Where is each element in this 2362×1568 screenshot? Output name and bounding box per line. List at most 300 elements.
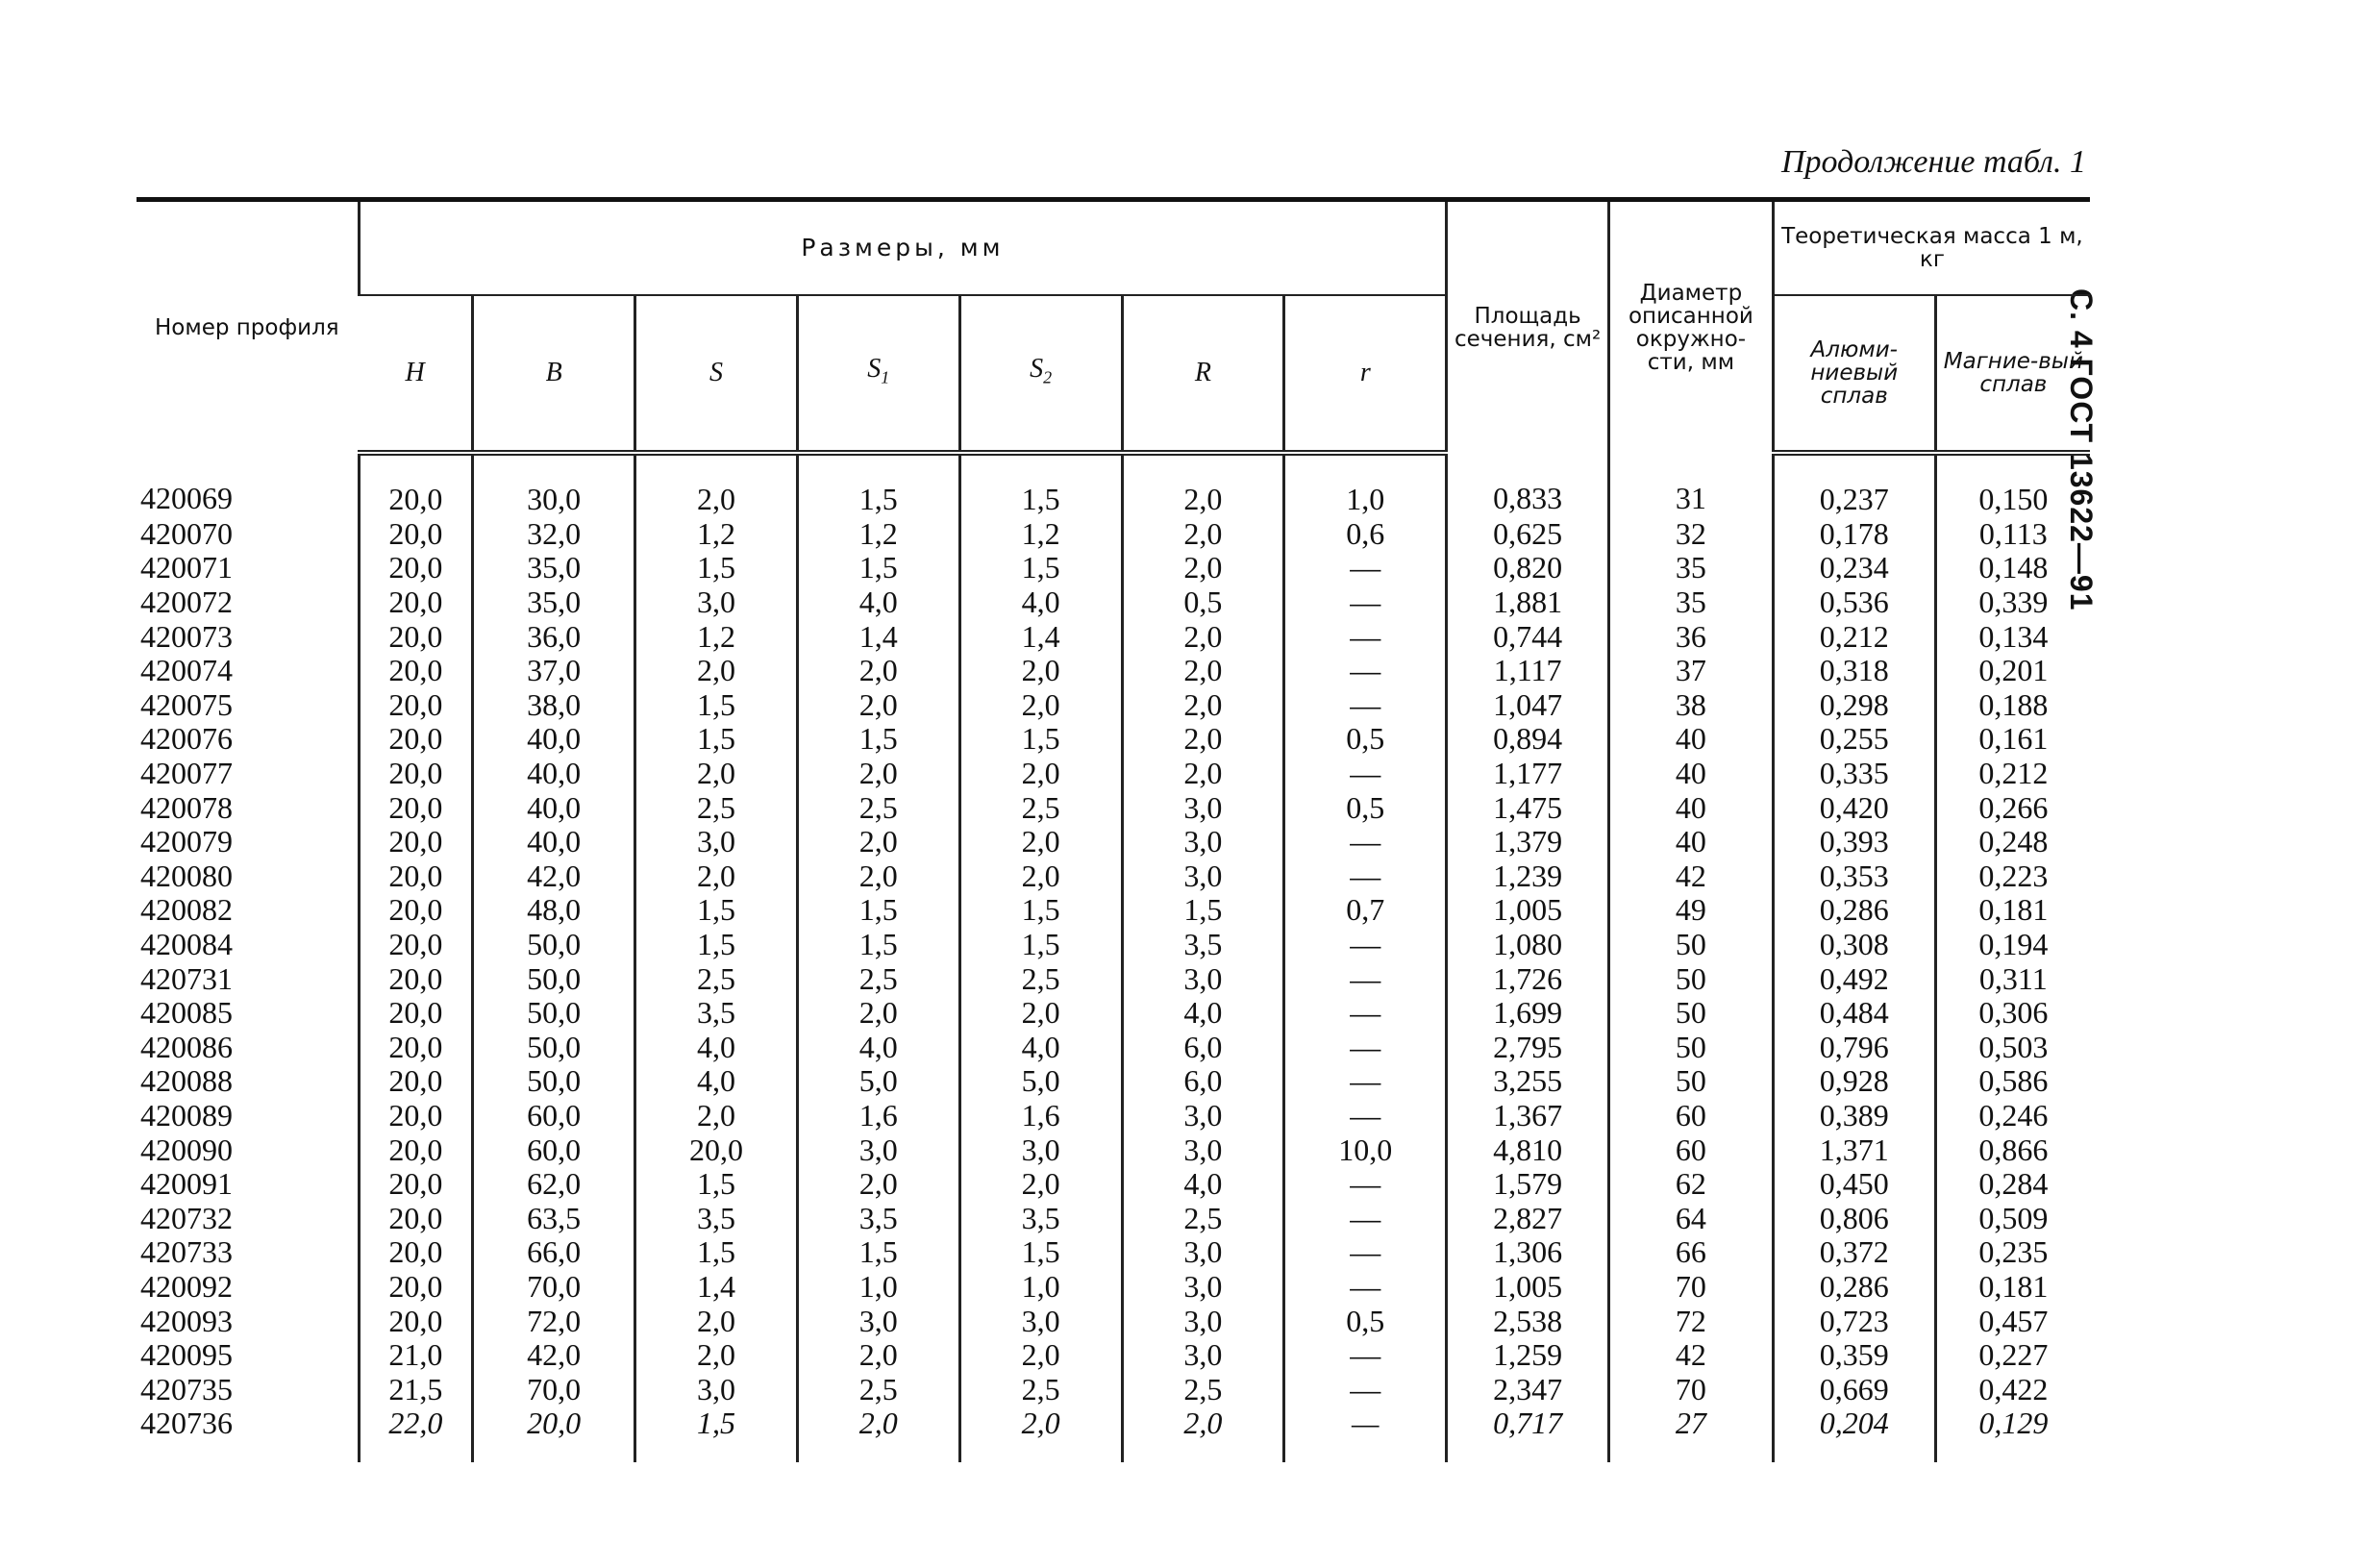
table-row	[137, 1167, 2090, 1202]
cell-small-r: —	[1284, 825, 1447, 859]
cell-profile-number: 420093	[140, 1303, 233, 1338]
cell-diameter: 62	[1609, 1167, 1774, 1202]
cell-s2: 2,0	[959, 757, 1122, 791]
cell-small-r: —	[1284, 996, 1447, 1031]
cell-magnesium-mass: 0,150	[1935, 453, 2090, 517]
cell-diameter: 72	[1609, 1304, 1774, 1338]
cell-h: 21,5	[359, 1372, 473, 1406]
cell-h: 20,0	[359, 688, 473, 723]
cell-aluminium-mass: 0,723	[1773, 1304, 1935, 1338]
cell-s1: 1,5	[797, 928, 959, 962]
cell-aluminium-mass: 0,492	[1773, 961, 1935, 996]
cell-s1: 1,2	[797, 517, 959, 552]
cell-s1: 1,5	[797, 551, 959, 585]
cell-s: 1,4	[635, 1270, 798, 1305]
cell-area: 1,726	[1447, 961, 1609, 996]
cell-diameter: 60	[1609, 1099, 1774, 1133]
cell-area: 1,005	[1447, 1270, 1609, 1305]
cell-s1: 2,5	[797, 1372, 959, 1406]
cell-b: 60,0	[473, 1099, 635, 1133]
cell-profile-number: 420069	[140, 480, 233, 515]
cell-aluminium-mass: 0,353	[1773, 859, 1935, 894]
header-aluminium-alloy: Алюми-ниевый сплав	[1773, 295, 1935, 453]
cell-profile-number: 420731	[140, 960, 233, 996]
table-row	[137, 585, 2090, 620]
cell-s1: 2,0	[797, 996, 959, 1031]
cell-big-r: 2,0	[1122, 619, 1284, 654]
cell-s2: 1,5	[959, 722, 1122, 757]
cell-big-r: 3,0	[1122, 859, 1284, 894]
cell-b: 50,0	[473, 1064, 635, 1099]
cell-profile-number: 420071	[140, 550, 233, 585]
header-s2	[959, 295, 1122, 453]
header-diameter: Диаметр описанной окружно-сти, мм	[1609, 200, 1774, 454]
cell-h: 20,0	[359, 1304, 473, 1338]
cell-big-r: 2,0	[1122, 757, 1284, 791]
cell-h: 20,0	[359, 825, 473, 859]
cell-s: 2,0	[635, 757, 798, 791]
cell-s: 2,5	[635, 961, 798, 996]
cell-aluminium-mass: 0,234	[1773, 551, 1935, 585]
cell-aluminium-mass: 0,237	[1773, 453, 1935, 517]
cell-s1: 1,5	[797, 1235, 959, 1270]
cell-magnesium-mass: 0,181	[1935, 1270, 2090, 1305]
cell-s2: 5,0	[959, 1064, 1122, 1099]
cell-s: 1,5	[635, 1167, 798, 1202]
cell-s: 4,0	[635, 1031, 798, 1065]
cell-area: 0,820	[1447, 551, 1609, 585]
cell-h: 20,0	[359, 1201, 473, 1235]
cell-s2: 2,0	[959, 1406, 1122, 1462]
cell-s1: 2,0	[797, 859, 959, 894]
cell-h: 21,0	[359, 1338, 473, 1373]
cell-s2: 2,0	[959, 688, 1122, 723]
cell-area: 1,047	[1447, 688, 1609, 723]
table-row	[137, 1031, 2090, 1065]
cell-area: 0,717	[1447, 1406, 1609, 1462]
cell-profile-number: 420082	[140, 892, 233, 928]
header-s: S	[635, 295, 798, 453]
cell-profile-number: 420092	[140, 1268, 233, 1304]
cell-aluminium-mass: 0,286	[1773, 893, 1935, 928]
cell-big-r: 3,5	[1122, 928, 1284, 962]
cell-b: 37,0	[473, 654, 635, 688]
cell-profile-number: 420072	[140, 585, 233, 620]
cell-big-r: 2,5	[1122, 1201, 1284, 1235]
cell-area: 1,367	[1447, 1099, 1609, 1133]
cell-s2: 1,5	[959, 453, 1122, 517]
cell-magnesium-mass: 0,201	[1935, 654, 2090, 688]
cell-magnesium-mass: 0,248	[1935, 825, 2090, 859]
cell-magnesium-mass: 0,188	[1935, 688, 2090, 723]
cell-s: 1,5	[635, 1406, 798, 1462]
cell-h: 20,0	[359, 453, 473, 517]
cell-magnesium-mass: 0,194	[1935, 928, 2090, 962]
cell-b: 36,0	[473, 619, 635, 654]
cell-big-r: 2,0	[1122, 551, 1284, 585]
header-s2-symbol: S	[1030, 353, 1044, 384]
cell-big-r: 2,0	[1122, 453, 1284, 517]
cell-magnesium-mass: 0,223	[1935, 859, 2090, 894]
table-row	[137, 1132, 2090, 1167]
cell-area: 1,117	[1447, 654, 1609, 688]
cell-aluminium-mass: 0,255	[1773, 722, 1935, 757]
cell-b: 40,0	[473, 790, 635, 825]
cell-small-r: 0,5	[1284, 790, 1447, 825]
cell-b: 66,0	[473, 1235, 635, 1270]
cell-s: 20,0	[635, 1132, 798, 1167]
cell-area: 2,827	[1447, 1201, 1609, 1235]
cell-big-r: 2,5	[1122, 1372, 1284, 1406]
cell-s1: 4,0	[797, 1031, 959, 1065]
table-row	[137, 619, 2090, 654]
cell-s2: 2,5	[959, 790, 1122, 825]
cell-profile-number: 420085	[140, 995, 233, 1031]
cell-big-r: 2,0	[1122, 654, 1284, 688]
header-magnesium-alloy: Магние-вый сплав	[1935, 295, 2090, 453]
cell-profile-number: 420095	[140, 1337, 233, 1373]
cell-s2: 3,0	[959, 1304, 1122, 1338]
table-row	[137, 757, 2090, 791]
header-s1-symbol: S	[867, 353, 882, 384]
cell-b: 48,0	[473, 893, 635, 928]
table-row	[137, 928, 2090, 962]
cell-aluminium-mass: 0,178	[1773, 517, 1935, 552]
cell-aluminium-mass: 0,389	[1773, 1099, 1935, 1133]
cell-s2: 3,5	[959, 1201, 1122, 1235]
cell-b: 60,0	[473, 1132, 635, 1167]
cell-profile-number: 420091	[140, 1166, 233, 1202]
cell-aluminium-mass: 0,359	[1773, 1338, 1935, 1373]
cell-s: 1,5	[635, 893, 798, 928]
header-theoretical-mass: Теоретическая масса 1 м, кг	[1773, 200, 2090, 296]
cell-big-r: 2,0	[1122, 722, 1284, 757]
cell-diameter: 32	[1609, 517, 1774, 552]
cell-h: 20,0	[359, 1167, 473, 1202]
cell-s: 3,0	[635, 585, 798, 620]
cell-diameter: 42	[1609, 1338, 1774, 1373]
cell-profile-number: 420733	[140, 1234, 233, 1270]
cell-s1: 1,5	[797, 722, 959, 757]
header-row-top	[137, 200, 2090, 296]
cell-small-r: 0,7	[1284, 893, 1447, 928]
cell-b: 72,0	[473, 1304, 635, 1338]
cell-b: 40,0	[473, 825, 635, 859]
cell-s1: 2,5	[797, 961, 959, 996]
cell-big-r: 2,0	[1122, 517, 1284, 552]
cell-magnesium-mass: 0,586	[1935, 1064, 2090, 1099]
cell-s1: 1,4	[797, 619, 959, 654]
table-row	[137, 1338, 2090, 1373]
cell-s1: 2,0	[797, 654, 959, 688]
cell-area: 0,833	[1447, 453, 1609, 517]
cell-s2: 1,5	[959, 1235, 1122, 1270]
cell-area: 1,239	[1447, 859, 1609, 894]
cell-h: 20,0	[359, 619, 473, 654]
cell-magnesium-mass: 0,129	[1935, 1406, 2090, 1462]
cell-diameter: 35	[1609, 551, 1774, 585]
cell-s1: 2,0	[797, 825, 959, 859]
cell-big-r: 3,0	[1122, 1304, 1284, 1338]
cell-s2: 1,4	[959, 619, 1122, 654]
cell-small-r: —	[1284, 1099, 1447, 1133]
table-row	[137, 1235, 2090, 1270]
cell-h: 20,0	[359, 928, 473, 962]
page-side-label: С. 4 ГОСТ 13622—91	[2064, 288, 2099, 611]
cell-aluminium-mass: 0,298	[1773, 688, 1935, 723]
cell-h: 20,0	[359, 517, 473, 552]
cell-big-r: 6,0	[1122, 1031, 1284, 1065]
table-row	[137, 453, 2090, 517]
cell-area: 0,625	[1447, 517, 1609, 552]
cell-magnesium-mass: 0,113	[1935, 517, 2090, 552]
cell-s2: 1,0	[959, 1270, 1122, 1305]
cell-s2: 4,0	[959, 1031, 1122, 1065]
cell-area: 4,810	[1447, 1132, 1609, 1167]
cell-aluminium-mass: 0,318	[1773, 654, 1935, 688]
table-row	[137, 688, 2090, 723]
cell-big-r: 3,0	[1122, 961, 1284, 996]
cell-s: 3,5	[635, 1201, 798, 1235]
cell-s1: 2,5	[797, 790, 959, 825]
cell-s: 2,0	[635, 1304, 798, 1338]
cell-area: 1,881	[1447, 585, 1609, 620]
cell-aluminium-mass: 0,536	[1773, 585, 1935, 620]
table-row	[137, 1406, 2090, 1462]
cell-magnesium-mass: 0,227	[1935, 1338, 2090, 1373]
cell-s: 1,2	[635, 517, 798, 552]
cell-b: 70,0	[473, 1270, 635, 1305]
cell-small-r: —	[1284, 585, 1447, 620]
cell-s2: 2,0	[959, 825, 1122, 859]
cell-s2: 2,0	[959, 1167, 1122, 1202]
cell-aluminium-mass: 0,212	[1773, 619, 1935, 654]
table-row	[137, 517, 2090, 552]
cell-s2: 1,5	[959, 551, 1122, 585]
cell-s: 1,5	[635, 1235, 798, 1270]
cell-small-r: —	[1284, 928, 1447, 962]
cell-s: 3,5	[635, 996, 798, 1031]
cell-big-r: 6,0	[1122, 1064, 1284, 1099]
cell-magnesium-mass: 0,161	[1935, 722, 2090, 757]
cell-big-r: 3,0	[1122, 825, 1284, 859]
cell-diameter: 42	[1609, 859, 1774, 894]
cell-magnesium-mass: 0,134	[1935, 619, 2090, 654]
cell-s1: 4,0	[797, 585, 959, 620]
cell-s: 1,5	[635, 722, 798, 757]
cell-small-r: —	[1284, 1031, 1447, 1065]
cell-area: 3,255	[1447, 1064, 1609, 1099]
cell-aluminium-mass: 0,335	[1773, 757, 1935, 791]
cell-diameter: 50	[1609, 996, 1774, 1031]
cell-aluminium-mass: 0,928	[1773, 1064, 1935, 1099]
cell-s2: 3,0	[959, 1132, 1122, 1167]
cell-area: 2,795	[1447, 1031, 1609, 1065]
table-row	[137, 551, 2090, 585]
cell-big-r: 0,5	[1122, 585, 1284, 620]
header-s1	[797, 295, 959, 453]
cell-small-r: —	[1284, 688, 1447, 723]
cell-s2: 2,5	[959, 1372, 1122, 1406]
cell-diameter: 70	[1609, 1372, 1774, 1406]
cell-big-r: 2,0	[1122, 1406, 1284, 1462]
cell-big-r: 2,0	[1122, 688, 1284, 723]
table-row	[137, 825, 2090, 859]
cell-magnesium-mass: 0,509	[1935, 1201, 2090, 1235]
cell-profile-number: 420075	[140, 686, 233, 722]
cell-h: 20,0	[359, 722, 473, 757]
cell-profile-number: 420079	[140, 824, 233, 859]
cell-diameter: 50	[1609, 1031, 1774, 1065]
cell-small-r: 0,5	[1284, 1304, 1447, 1338]
cell-aluminium-mass: 0,286	[1773, 1270, 1935, 1305]
cell-magnesium-mass: 0,306	[1935, 996, 2090, 1031]
cell-small-r: —	[1284, 551, 1447, 585]
cell-big-r: 3,0	[1122, 1235, 1284, 1270]
cell-b: 42,0	[473, 859, 635, 894]
cell-s: 1,5	[635, 688, 798, 723]
cell-profile-number: 420088	[140, 1063, 233, 1099]
cell-s: 2,0	[635, 1099, 798, 1133]
table-row	[137, 1064, 2090, 1099]
cell-s: 3,0	[635, 1372, 798, 1406]
cell-big-r: 3,0	[1122, 1099, 1284, 1133]
cell-s1: 1,5	[797, 453, 959, 517]
header-row-sub	[137, 295, 2090, 453]
cell-profile-number: 420078	[140, 789, 233, 825]
cell-diameter: 50	[1609, 928, 1774, 962]
cell-diameter: 64	[1609, 1201, 1774, 1235]
cell-diameter: 27	[1609, 1406, 1774, 1462]
cell-diameter: 31	[1609, 453, 1774, 517]
cell-diameter: 37	[1609, 654, 1774, 688]
cell-s1: 3,5	[797, 1201, 959, 1235]
cell-s2: 2,5	[959, 961, 1122, 996]
cell-s: 1,5	[635, 551, 798, 585]
cell-diameter: 40	[1609, 757, 1774, 791]
table-row	[137, 1270, 2090, 1305]
cell-big-r: 1,5	[1122, 893, 1284, 928]
header-s2-subscript: 2	[1043, 367, 1053, 387]
cell-profile-number: 420736	[140, 1406, 233, 1441]
cell-s: 2,0	[635, 453, 798, 517]
cell-aluminium-mass: 0,393	[1773, 825, 1935, 859]
cell-s2: 2,0	[959, 996, 1122, 1031]
cell-s: 2,0	[635, 1338, 798, 1373]
cell-big-r: 3,0	[1122, 790, 1284, 825]
cell-b: 50,0	[473, 996, 635, 1031]
cell-s1: 1,0	[797, 1270, 959, 1305]
cell-profile-number: 420732	[140, 1200, 233, 1235]
cell-profile-number: 420084	[140, 927, 233, 962]
cell-b: 62,0	[473, 1167, 635, 1202]
header-b: B	[473, 295, 635, 453]
cell-s1: 5,0	[797, 1064, 959, 1099]
cell-small-r: —	[1284, 1235, 1447, 1270]
cell-h: 20,0	[359, 1132, 473, 1167]
cell-profile-number: 420076	[140, 721, 233, 757]
table-row	[137, 893, 2090, 928]
cell-diameter: 49	[1609, 893, 1774, 928]
cell-b: 20,0	[473, 1406, 635, 1462]
cell-s1: 2,0	[797, 1406, 959, 1462]
cell-h: 20,0	[359, 1099, 473, 1133]
table-row	[137, 654, 2090, 688]
cell-magnesium-mass: 0,422	[1935, 1372, 2090, 1406]
cell-s2: 2,0	[959, 859, 1122, 894]
cell-profile-number: 420070	[140, 515, 233, 551]
cell-h: 20,0	[359, 551, 473, 585]
cell-area: 0,744	[1447, 619, 1609, 654]
cell-big-r: 3,0	[1122, 1270, 1284, 1305]
cell-big-r: 4,0	[1122, 996, 1284, 1031]
cell-small-r: —	[1284, 961, 1447, 996]
cell-b: 50,0	[473, 1031, 635, 1065]
cell-small-r: —	[1284, 757, 1447, 791]
cell-profile-number: 420089	[140, 1097, 233, 1132]
cell-area: 2,347	[1447, 1372, 1609, 1406]
cell-area: 1,699	[1447, 996, 1609, 1031]
cell-s: 4,0	[635, 1064, 798, 1099]
cell-b: 50,0	[473, 928, 635, 962]
cell-diameter: 36	[1609, 619, 1774, 654]
cell-small-r: —	[1284, 1406, 1447, 1462]
cell-aluminium-mass: 0,806	[1773, 1201, 1935, 1235]
cell-aluminium-mass: 0,796	[1773, 1031, 1935, 1065]
cell-s2: 1,6	[959, 1099, 1122, 1133]
cell-s1: 1,6	[797, 1099, 959, 1133]
cell-aluminium-mass: 0,484	[1773, 996, 1935, 1031]
table-row	[137, 1099, 2090, 1133]
cell-diameter: 40	[1609, 825, 1774, 859]
cell-b: 35,0	[473, 551, 635, 585]
header-area: Площадь сечения, см²	[1447, 200, 1609, 454]
cell-s1: 1,5	[797, 893, 959, 928]
cell-s2: 2,0	[959, 1338, 1122, 1373]
cell-magnesium-mass: 0,284	[1935, 1167, 2090, 1202]
cell-aluminium-mass: 0,669	[1773, 1372, 1935, 1406]
cell-small-r: 1,0	[1284, 453, 1447, 517]
cell-aluminium-mass: 0,420	[1773, 790, 1935, 825]
cell-small-r: 0,6	[1284, 517, 1447, 552]
cell-area: 1,259	[1447, 1338, 1609, 1373]
cell-magnesium-mass: 0,235	[1935, 1235, 2090, 1270]
cell-diameter: 70	[1609, 1270, 1774, 1305]
cell-area: 1,005	[1447, 893, 1609, 928]
cell-s1: 3,0	[797, 1304, 959, 1338]
cell-diameter: 40	[1609, 790, 1774, 825]
cell-b: 35,0	[473, 585, 635, 620]
cell-area: 1,306	[1447, 1235, 1609, 1270]
cell-small-r: —	[1284, 1167, 1447, 1202]
cell-b: 40,0	[473, 722, 635, 757]
cell-small-r: —	[1284, 1201, 1447, 1235]
cell-s1: 2,0	[797, 688, 959, 723]
cell-magnesium-mass: 0,311	[1935, 961, 2090, 996]
header-big-r: R	[1122, 295, 1284, 453]
cell-magnesium-mass: 0,866	[1935, 1132, 2090, 1167]
table-row	[137, 1201, 2090, 1235]
cell-diameter: 35	[1609, 585, 1774, 620]
cell-small-r: —	[1284, 1270, 1447, 1305]
cell-diameter: 50	[1609, 1064, 1774, 1099]
cell-s: 2,5	[635, 790, 798, 825]
cell-b: 30,0	[473, 453, 635, 517]
table-body	[137, 453, 2090, 1462]
cell-h: 20,0	[359, 757, 473, 791]
cell-big-r: 4,0	[1122, 1167, 1284, 1202]
cell-magnesium-mass: 0,503	[1935, 1031, 2090, 1065]
